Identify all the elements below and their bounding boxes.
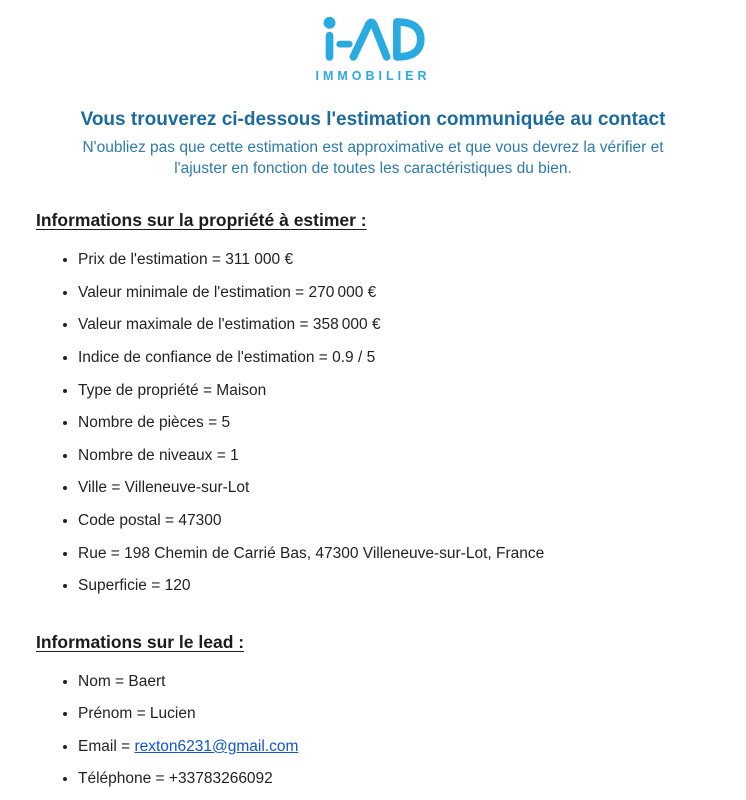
list-item-telephone: • Téléphone = +33783266092 — [78, 770, 746, 789]
list-item-nom: • Nom = Baert — [78, 673, 746, 692]
email-link[interactable]: rexton6231@gmail.com — [134, 737, 299, 755]
section-heading-property: Informations sur la propriété à estimer : — [36, 210, 367, 231]
email-label: Email = — [78, 737, 135, 755]
list-item-type-propriete: • Type de propriété = Maison — [78, 382, 746, 401]
list-item-indice-confiance: • Indice de confiance de l'estimation = 0.9 / 5 — [78, 349, 746, 368]
list-item-superficie: • Superficie = 120 — [78, 577, 746, 596]
list-item-valeur-min: • Valeur minimale de l'estimation = 270 000 € — [78, 284, 746, 303]
list-item-code-postal: • Code postal = 47300 — [78, 512, 746, 531]
lead-info-list — [0, 673, 746, 789]
iad-logo-icon — [321, 14, 425, 64]
list-item-valeur-max: • Valeur maximale de l'estimation = 358 000 € — [78, 316, 746, 335]
list-item-rue: • Rue = 198 Chemin de Carrié Bas, 47300 Villeneuve-sur-Lot, France — [78, 545, 746, 564]
page-title: Vous trouverez ci-dessous l'estimation communiquée au contact — [80, 109, 666, 130]
list-item-prix: • Prix de l'estimation = 311 000 € — [78, 251, 746, 270]
logo — [0, 0, 746, 83]
list-item-nombre-niveaux: • Nombre de niveaux = 1 — [78, 447, 746, 466]
list-item-ville: • Ville = Villeneuve-sur-Lot — [78, 479, 746, 498]
list-item-email — [78, 738, 746, 757]
list-item-nombre-pieces: • Nombre de pièces = 5 — [78, 414, 746, 433]
list-item-prenom: • Prénom = Lucien — [78, 705, 746, 724]
page-subtitle: N'oubliez pas que cette estimation est approximative et que vous devrez la vérifier et l'ajuster en fonction de toutes les caractéristiques du bien. — [82, 138, 664, 178]
logo-tagline: IMMOBILIER — [315, 69, 431, 83]
section-heading-lead: Informations sur le lead : — [36, 631, 245, 652]
property-info-list — [0, 251, 746, 596]
